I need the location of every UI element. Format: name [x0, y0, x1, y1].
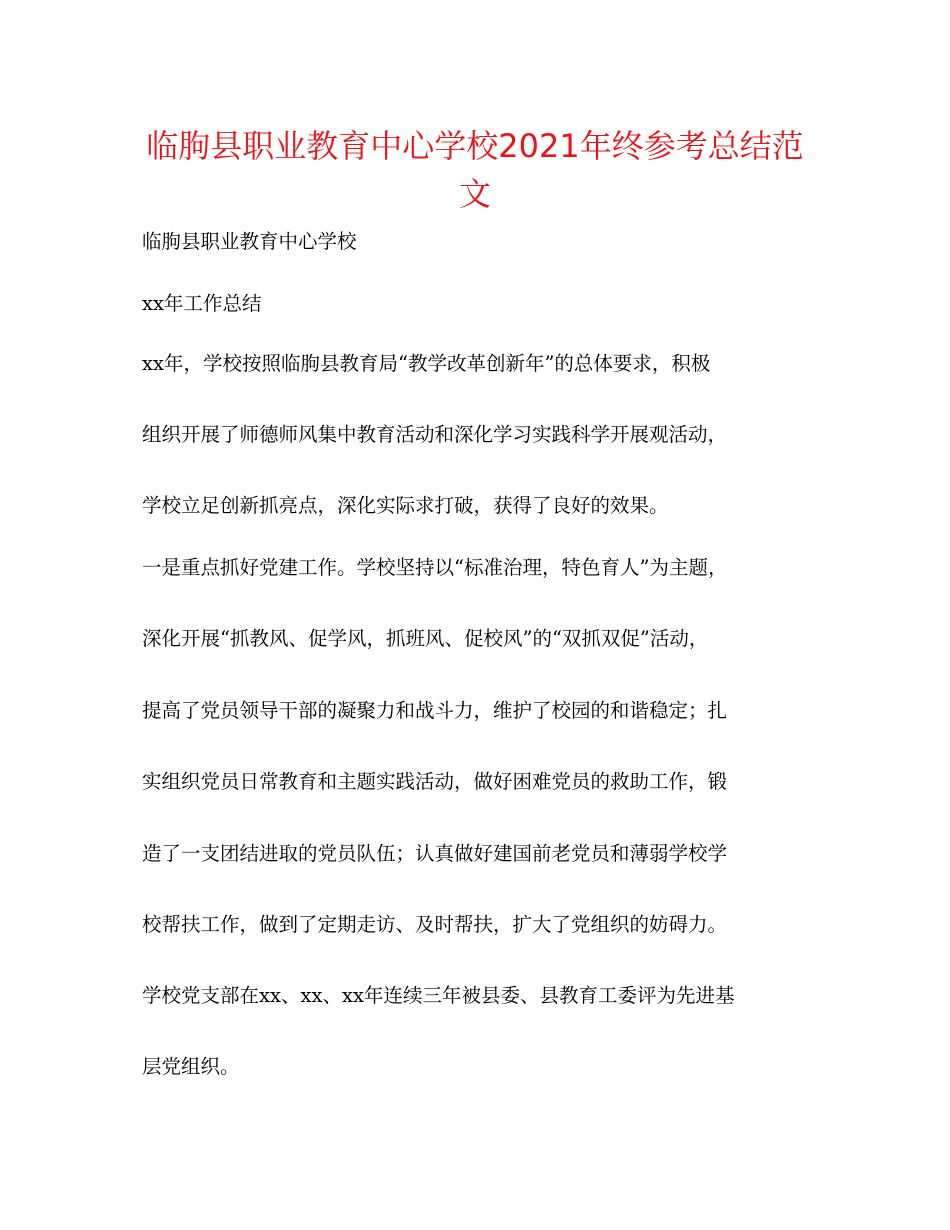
- document-title-line-2: 文: [458, 175, 491, 213]
- paragraph-2-line: 提高了党员领导干部的凝聚力和战斗力，维护了校园的和谐稳定；扎: [142, 699, 728, 722]
- paragraph-2-line: 一是重点抓好党建工作。学校坚持以“标准治理，特色育人”为主题，: [142, 556, 728, 579]
- paragraph-1-line: 组织开展了师德师风集中教育活动和深化学习实践科学开展观活动，: [142, 423, 728, 446]
- paragraph-2-line: 层党组织。: [142, 1055, 240, 1078]
- section-subtitle: xx年工作总结: [142, 292, 262, 315]
- paragraph-2-line: 校帮扶工作，做到了定期走访、及时帮扶，扩大了党组织的妨碍力。: [142, 913, 728, 936]
- paragraph-2-line: 深化开展“抓教风、促学风，抓班风、促校风”的“双抓双促”活动，: [142, 627, 709, 650]
- paragraph-2-line: 造了一支团结进取的党员队伍；认真做好建国前老党员和薄弱学校学: [142, 842, 728, 865]
- paragraph-1-line: 学校立足创新抓亮点，深化实际求打破，获得了良好的效果。: [142, 494, 669, 517]
- document-title-line-1: 临朐县职业教育中心学校2021年终参考总结范: [146, 127, 804, 165]
- paragraph-1-line: xx年，学校按照临朐县教育局“教学改革创新年”的总体要求，积极: [142, 352, 711, 375]
- paragraph-2-line: 实组织党员日常教育和主题实践活动，做好困难党员的救助工作，锻: [142, 770, 728, 793]
- org-name: 临朐县职业教育中心学校: [142, 230, 357, 253]
- paragraph-2-line: 学校党支部在xx、xx、xx年连续三年被县委、县教育工委评为先进基: [142, 984, 735, 1007]
